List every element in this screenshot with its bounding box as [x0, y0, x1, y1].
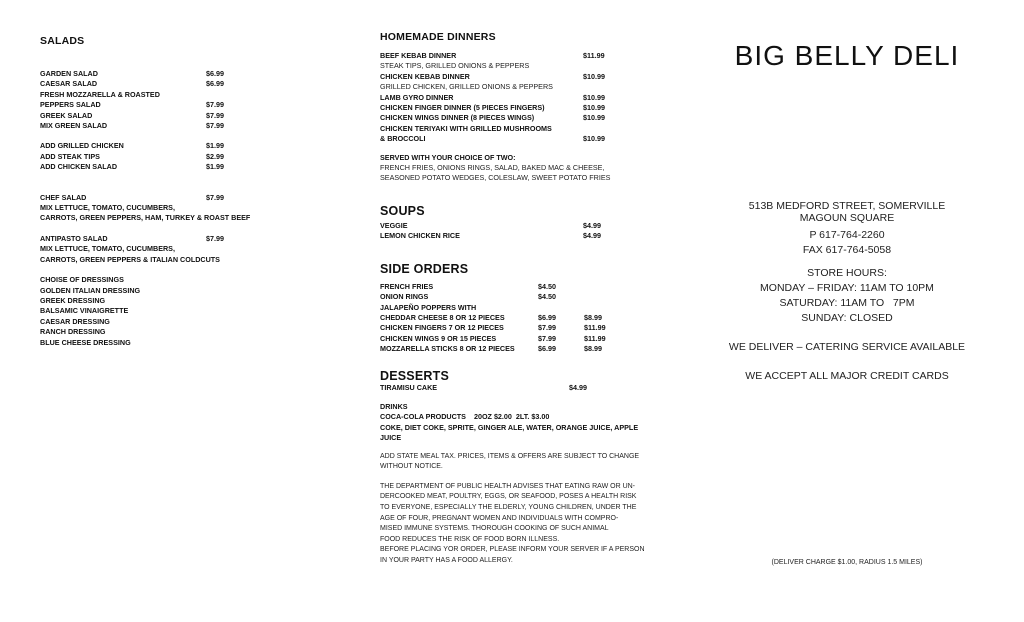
- salads-column: [40, 0, 280, 348]
- list-item: CHICKEN FINGERS 7 OR 12 PIECES $7.99 $11.99: [380, 323, 606, 333]
- list-item: CHEDDAR CHEESE 8 OR 12 PIECES $6.99 $8.99: [380, 312, 602, 322]
- salad-addons: [40, 141, 280, 172]
- list-item: MIX GREEN SALAD $7.99: [40, 121, 224, 131]
- list-item: ONION RINGS $4.50: [380, 292, 556, 302]
- credit-cards-notice: WE ACCEPT ALL MAJOR CREDIT CARDS: [745, 370, 949, 382]
- list-item: ADD STEAK TIPS $2.99: [40, 151, 224, 161]
- served-with: SERVED WITH YOUR CHOICE OF TWO: FRENCH FRIES, ONIONS RINGS, SALAD, BAKED MAC & CHEESE, SEASONED POTATO WEDGES, COLESLAW, SWEET POTATO FRIES: [380, 152, 611, 183]
- list-item: LAMB GYRO DINNER $10.99: [380, 92, 605, 102]
- list-item: & BROCCOLI $10.99: [380, 134, 605, 144]
- middle-column: [380, 0, 655, 567]
- soups-title: SOUPS: [380, 203, 425, 218]
- list-item: CHICKEN TERIYAKI WITH GRILLED MUSHROOMS: [380, 123, 552, 133]
- list-item: TIRAMISU CAKE $4.99: [380, 382, 587, 392]
- drinks-title: DRINKS: [380, 401, 408, 411]
- tax-notice: ADD STATE MEAL TAX. PRICES, ITEMS & OFFERS ARE SUBJECT TO CHANGE WITHOUT NOTICE.: [380, 452, 640, 471]
- list-item: CHICKEN WINGS DINNER (8 PIECES WINGS) $10.99: [380, 113, 605, 123]
- list-item: CHICKEN FINGER DINNER (5 PIECES FINGERS) $10.99: [380, 103, 605, 113]
- phone-number: P 617-764-2260: [809, 229, 885, 241]
- list-item: LEMON CHICKEN RICE $4.99: [380, 231, 601, 241]
- delivery-notice: WE DELIVER – CATERING SERVICE AVAILABLE: [728, 341, 966, 353]
- list-item: FRESH MOZZARELLA & ROASTED: [40, 89, 160, 99]
- list-item: MOZZARELLA STICKS 8 OR 12 PIECES $6.99 $8.99: [380, 344, 602, 354]
- sides-list: [380, 282, 655, 355]
- dressings-list: CHOISE OF DRESSINGS GOLDEN ITALIAN DRESSING GREEK DRESSING BALSAMIC VINAIGRETTE CAESAR DRESSING RANCH DRESSING BLUE CHEESE DRESSING: [40, 275, 141, 347]
- list-item: CHICKEN KEBAB DINNER $10.99: [380, 71, 605, 81]
- list-item: VEGGIE $4.99: [380, 220, 601, 230]
- delivery-charge: (DELIVER CHARGE $1.00, RADIUS 1.5 MILES): [771, 559, 923, 566]
- list-item: BEEF KEBAB DINNER $11.99: [380, 51, 605, 60]
- list-item: GARDEN SALAD $6.99: [40, 69, 224, 78]
- store-hours: STORE HOURS: MONDAY – FRIDAY: 11AM TO 10PM SATURDAY: 11AM TO 7PM SUNDAY: CLOSED: [760, 267, 934, 324]
- list-item: ADD CHICKEN SALAD $1.99: [40, 162, 224, 172]
- chef-salad: CHEF SALAD $7.99 MIX LETTUCE, TOMATO, CUCUMBERS, CARROTS, GREEN PEPPERS, HAM, TURKEY & ROAST BEEF: [40, 192, 251, 223]
- list-item: GREEK SALAD $7.99: [40, 110, 224, 120]
- list-item: JALAPEÑO POPPERS WITH: [380, 302, 477, 312]
- salads-list: [40, 69, 280, 131]
- contact-block: [724, 228, 970, 258]
- list-item: ADD GRILLED CHICKEN $1.99: [40, 141, 224, 151]
- list-item: CHICKEN WINGS 9 OR 15 PIECES $7.99 $11.99: [380, 333, 606, 343]
- sides-title: SIDE ORDERS: [380, 261, 469, 276]
- dinners-title: HOMEMADE DINNERS: [380, 31, 496, 43]
- salads-title: SALADS: [40, 35, 85, 47]
- restaurant-info-column: [724, 0, 970, 569]
- health-notice: THE DEPARTMENT OF PUBLIC HEALTH ADVISES THAT EATING RAW OR UN- DERCOOKED MEAT, POULTRY, EGGS, OR SEAFOOD, POSES A HEALTH RISK TO EVERYONE, ESPECIALLY THE ELDERLY, YOUNG CHILDREN, UNDER THE AGE OF FOUR, PREGNANT WOMEN AND INDIVIDUALS WITH COMPRO- MISED IMMUNE SYSTEMS. THOROUGH COOKING OF SUCH ANIMAL FOOD REDUCES THE RISK OF FOOD BORN ILLNESS. BEFORE PLACING YOR ORDER, PLEASE INFORM YOUR SERVER IF A PERSON IN YOUR PARTY HAS A FOOD ALLERGY.: [380, 482, 645, 564]
- desserts-title: DESSERTS: [380, 368, 449, 383]
- soups-list: [380, 221, 655, 242]
- restaurant-name: BIG BELLY DELI: [734, 40, 960, 71]
- dinners-list: BEEF KEBAB DINNER $11.99 STEAK TIPS, GRILLED ONIONS & PEPPERS CHICKEN KEBAB DINNER $10.99 GRILLED CHICKEN, GRILLED ONIONS & PEPPERS LAMB GYRO DINNER $10.99 CHICKEN FINGER DINNER (5 PIECES FINGERS) $10.99 CHICKEN WINGS DINNER (8 PIECES WINGS) $10.99 CHICKEN TERIYAKI WITH GRILLED MUSHROOMS & BROCCOLI $10.99: [380, 51, 655, 145]
- antipasto-salad: ANTIPASTO SALAD $7.99 MIX LETTUCE, TOMATO, CUCUMBERS, CARROTS, GREEN PEPPERS & ITALIAN COLDCUTS: [40, 233, 224, 264]
- address-block: 513B MEDFORD STREET, SOMERVILLE MAGOUN SQUARE: [748, 200, 946, 224]
- list-item: PEPPERS SALAD $7.99: [40, 100, 224, 110]
- list-item: CAESAR SALAD $6.99: [40, 79, 224, 89]
- list-item: FRENCH FRIES $4.50: [380, 281, 556, 291]
- drinks-section: DRINKS COCA-COLA PRODUCTS 20OZ $2.00 2LT. $3.00 COKE, DIET COKE, SPRITE, GINGER ALE, WATER, ORANGE JUICE, APPLE JUICE: [380, 402, 655, 444]
- fax-number: FAX 617-764-5058: [802, 244, 892, 256]
